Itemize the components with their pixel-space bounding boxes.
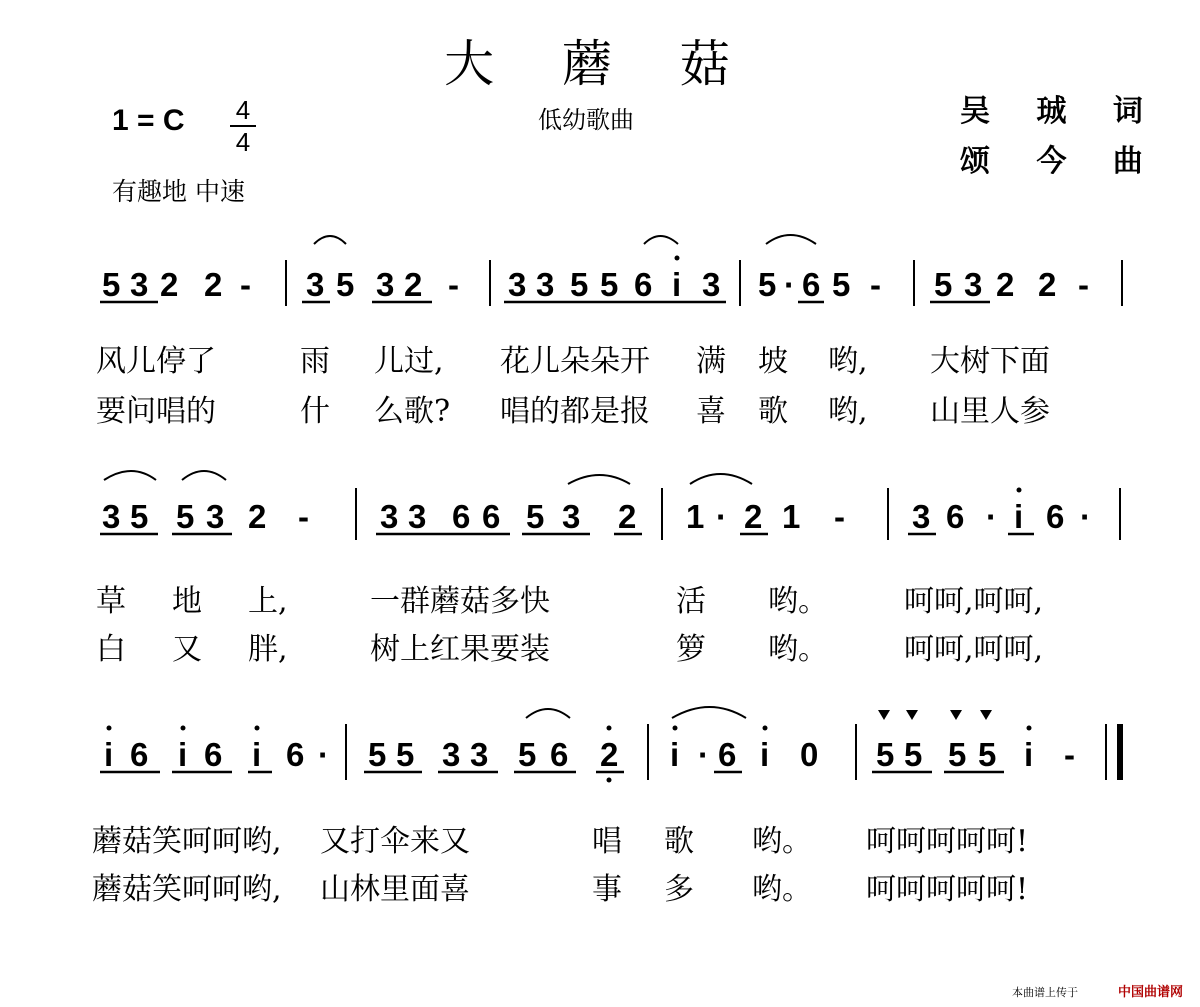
note: 6 <box>482 498 501 535</box>
lyric: 花儿朵朵开 <box>500 344 650 379</box>
note: 3 <box>508 266 527 303</box>
note: · <box>716 498 727 535</box>
time-signature-top: 4 <box>235 95 251 125</box>
note: 5 <box>526 498 545 535</box>
notation-line-3 <box>104 736 1075 773</box>
note: 6 <box>718 736 737 773</box>
site-logo[interactable]: 中国曲谱网 <box>1118 985 1184 1000</box>
note: 2 <box>248 498 267 535</box>
lyric: 哟。 <box>768 584 828 619</box>
note: 5 <box>102 266 121 303</box>
notation-line-2 <box>102 498 1091 535</box>
lyric: 坡 <box>758 344 788 379</box>
note: 1 <box>686 498 705 535</box>
lyric: 大树下面 <box>930 344 1050 379</box>
note: i <box>670 736 680 773</box>
lyric: 什 <box>300 394 330 429</box>
lyric: 多 <box>664 872 694 907</box>
note: 3 <box>380 498 399 535</box>
note: - <box>1078 266 1089 303</box>
lyric: 风儿停了 <box>96 344 216 379</box>
note: i <box>672 266 682 303</box>
note: - <box>298 498 309 535</box>
note: 6 <box>1046 498 1065 535</box>
note: 3 <box>306 266 325 303</box>
song-subtitle: 低幼歌曲 <box>538 106 634 134</box>
lyric: 山林里面喜 <box>320 872 470 907</box>
lyric: 么歌? <box>374 394 451 429</box>
lyric: 哟。 <box>752 872 812 907</box>
note: - <box>448 266 459 303</box>
lyric: 呵呵呵呵呵! <box>866 824 1029 859</box>
note: 3 <box>408 498 427 535</box>
high-octave-dot <box>1017 488 1022 493</box>
lyric: 草 <box>96 584 126 619</box>
note: 2 <box>996 266 1015 303</box>
note: 3 <box>912 498 931 535</box>
lyric: 胖, <box>248 632 288 667</box>
note: 3 <box>470 736 489 773</box>
note: - <box>240 266 251 303</box>
note: 5 <box>176 498 195 535</box>
note: 3 <box>442 736 461 773</box>
note: 2 <box>744 498 763 535</box>
lyric: 哟。 <box>752 824 812 859</box>
note: 6 <box>946 498 965 535</box>
note: 3 <box>562 498 581 535</box>
lyric: 一群蘑菇多快 <box>370 584 550 619</box>
note: · <box>784 266 795 303</box>
lyric: 歌 <box>664 824 694 859</box>
lyric: 雨 <box>300 344 330 379</box>
note: 6 <box>204 736 223 773</box>
lyric: 唱 <box>592 824 622 859</box>
note: 5 <box>832 266 851 303</box>
lyric: 山里人参 <box>930 394 1050 429</box>
note: 6 <box>130 736 149 773</box>
note: · <box>698 736 709 773</box>
lyric: 树上红果要装 <box>370 632 550 667</box>
note: 3 <box>376 266 395 303</box>
song-title: 大 蘑 菇 <box>444 35 756 93</box>
note: 5 <box>600 266 619 303</box>
lyric: 白 <box>96 632 126 667</box>
note: 2 <box>600 736 619 773</box>
time-signature-bottom: 4 <box>235 127 251 157</box>
note: i <box>760 736 770 773</box>
note: i <box>252 736 262 773</box>
note: 6 <box>286 736 305 773</box>
note: - <box>870 266 881 303</box>
note: · <box>986 498 997 535</box>
lyric: 又 <box>172 632 202 667</box>
notation-line-1 <box>102 266 1089 303</box>
lyric: 又打伞来又 <box>320 824 470 859</box>
composer-credit: 颂 今 曲 <box>960 144 1161 179</box>
note: 2 <box>618 498 637 535</box>
note: 3 <box>206 498 225 535</box>
note: 5 <box>336 266 355 303</box>
note: 6 <box>802 266 821 303</box>
note: i <box>104 736 114 773</box>
note: 0 <box>800 736 819 773</box>
lyric: 呵呵,呵呵, <box>904 584 1044 619</box>
lyric: 呵呵呵呵呵! <box>866 872 1029 907</box>
lyric: 蘑菇笑呵呵哟, <box>92 872 282 907</box>
note: 3 <box>102 498 121 535</box>
note: 5 <box>570 266 589 303</box>
tempo-marking: 有趣地 中速 <box>112 177 245 206</box>
lyric: 歌 <box>758 394 788 429</box>
lyricist-credit: 吴 珹 词 <box>960 94 1161 129</box>
note: i <box>178 736 188 773</box>
note: 2 <box>204 266 223 303</box>
note: 5 <box>758 266 777 303</box>
note: · <box>1080 498 1091 535</box>
note: 2 <box>404 266 423 303</box>
note: 3 <box>964 266 983 303</box>
lyric: 上, <box>248 584 288 619</box>
lyric: 唱的都是报 <box>500 394 650 429</box>
lyric: 呵呵,呵呵, <box>904 632 1044 667</box>
lyric: 蘑菇笑呵呵哟, <box>92 824 282 859</box>
note: i <box>1014 498 1024 535</box>
note: 2 <box>1038 266 1057 303</box>
key-signature: 1 = C <box>112 104 185 137</box>
note: - <box>834 498 845 535</box>
note: 3 <box>536 266 555 303</box>
lyric: 哟。 <box>768 632 828 667</box>
note: 6 <box>452 498 471 535</box>
note: · <box>318 736 329 773</box>
note: 3 <box>130 266 149 303</box>
note: 6 <box>550 736 569 773</box>
note: 5 <box>518 736 537 773</box>
high-octave-dot <box>675 256 680 261</box>
lyric: 哟, <box>828 344 868 379</box>
note: 5 <box>934 266 953 303</box>
lyric: 儿过, <box>374 344 444 379</box>
note: 6 <box>634 266 653 303</box>
note: 3 <box>702 266 721 303</box>
lyric: 地 <box>172 584 202 619</box>
upload-credit: 本曲谱上传于 <box>1012 986 1078 999</box>
note: 5 <box>130 498 149 535</box>
lyric: 满 <box>696 344 726 379</box>
note: 5 <box>904 736 923 773</box>
lyric: 喜 <box>696 394 726 429</box>
lyric: 要问唱的 <box>96 394 216 429</box>
note: 5 <box>876 736 895 773</box>
lyric: 活 <box>676 584 706 619</box>
note: 5 <box>396 736 415 773</box>
note: 5 <box>368 736 387 773</box>
note: - <box>1064 736 1075 773</box>
note: 5 <box>948 736 967 773</box>
lyric: 哟, <box>828 394 868 429</box>
note: 1 <box>782 498 801 535</box>
note: 5 <box>978 736 997 773</box>
note: i <box>1024 736 1034 773</box>
lyric: 事 <box>592 872 622 907</box>
lyric: 箩 <box>676 632 706 667</box>
note: 2 <box>160 266 179 303</box>
